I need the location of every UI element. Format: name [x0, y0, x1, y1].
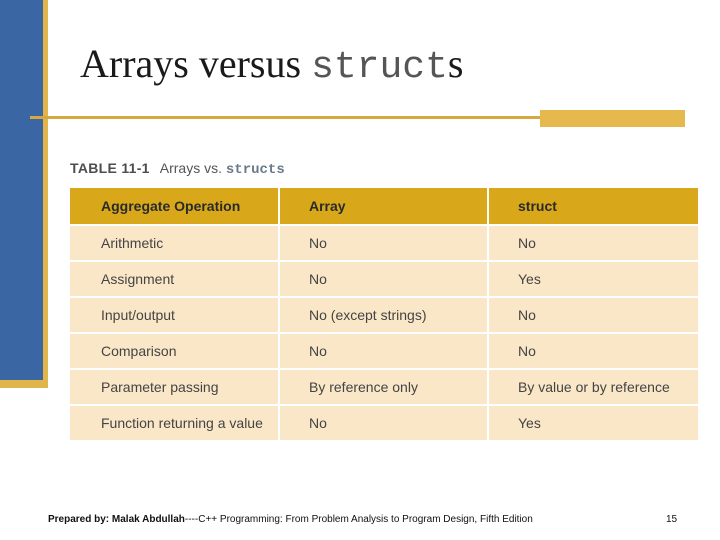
table-caption-text: Arrays vs. [159, 160, 226, 176]
table-cell: Parameter passing [70, 370, 278, 404]
table-row [70, 370, 698, 404]
page-number: 15 [666, 514, 678, 525]
footer-separator: ---- [184, 514, 199, 525]
table-cell: Assignment [70, 262, 278, 296]
table-cell: No [280, 262, 487, 296]
slide-title [80, 40, 463, 89]
header-struct: struct [489, 188, 698, 224]
table-cell: No (except strings) [280, 298, 487, 332]
slide-title-text: Arrays versus [80, 41, 312, 86]
table-cell: No [489, 298, 698, 332]
table-row [70, 226, 698, 260]
table-caption-code: struct [225, 162, 277, 178]
table-cell: No [280, 406, 487, 440]
table-cell: No [280, 334, 487, 368]
title-underline-block [540, 110, 685, 127]
slide-footer [48, 514, 533, 525]
header-aggregate-operation: Aggregate Operation [70, 188, 278, 224]
table-caption [70, 160, 285, 178]
footer-prepared-by: Prepared by: Malak Abdullah [48, 514, 185, 525]
table-row [70, 406, 698, 440]
table-cell: Comparison [70, 334, 278, 368]
table-cell: By reference only [280, 370, 487, 404]
table-cell: No [280, 226, 487, 260]
table-cell: No [489, 334, 698, 368]
table-cell: No [489, 226, 698, 260]
table-row [70, 262, 698, 296]
table-cell: Function returning a value [70, 406, 278, 440]
comparison-table [68, 186, 700, 442]
table-header-row [70, 188, 698, 224]
table-caption-suffix: s [276, 162, 285, 178]
left-gold-accent [43, 0, 48, 388]
table-cell: Arithmetic [70, 226, 278, 260]
header-array: Array [280, 188, 487, 224]
table-cell: By value or by reference [489, 370, 698, 404]
table-row [70, 334, 698, 368]
table-cell: Yes [489, 262, 698, 296]
left-gold-bottom [0, 380, 48, 388]
left-blue-bar [0, 0, 43, 380]
footer-course: C++ Programming: From Problem Analysis to Program Design, Fifth Edition [198, 514, 533, 525]
slide-title-code: struct [311, 46, 448, 89]
slide-title-suffix: s [447, 41, 464, 86]
table-row [70, 298, 698, 332]
table-cell: Input/output [70, 298, 278, 332]
table-caption-label: TABLE 11-1 [70, 160, 150, 176]
table-cell: Yes [489, 406, 698, 440]
